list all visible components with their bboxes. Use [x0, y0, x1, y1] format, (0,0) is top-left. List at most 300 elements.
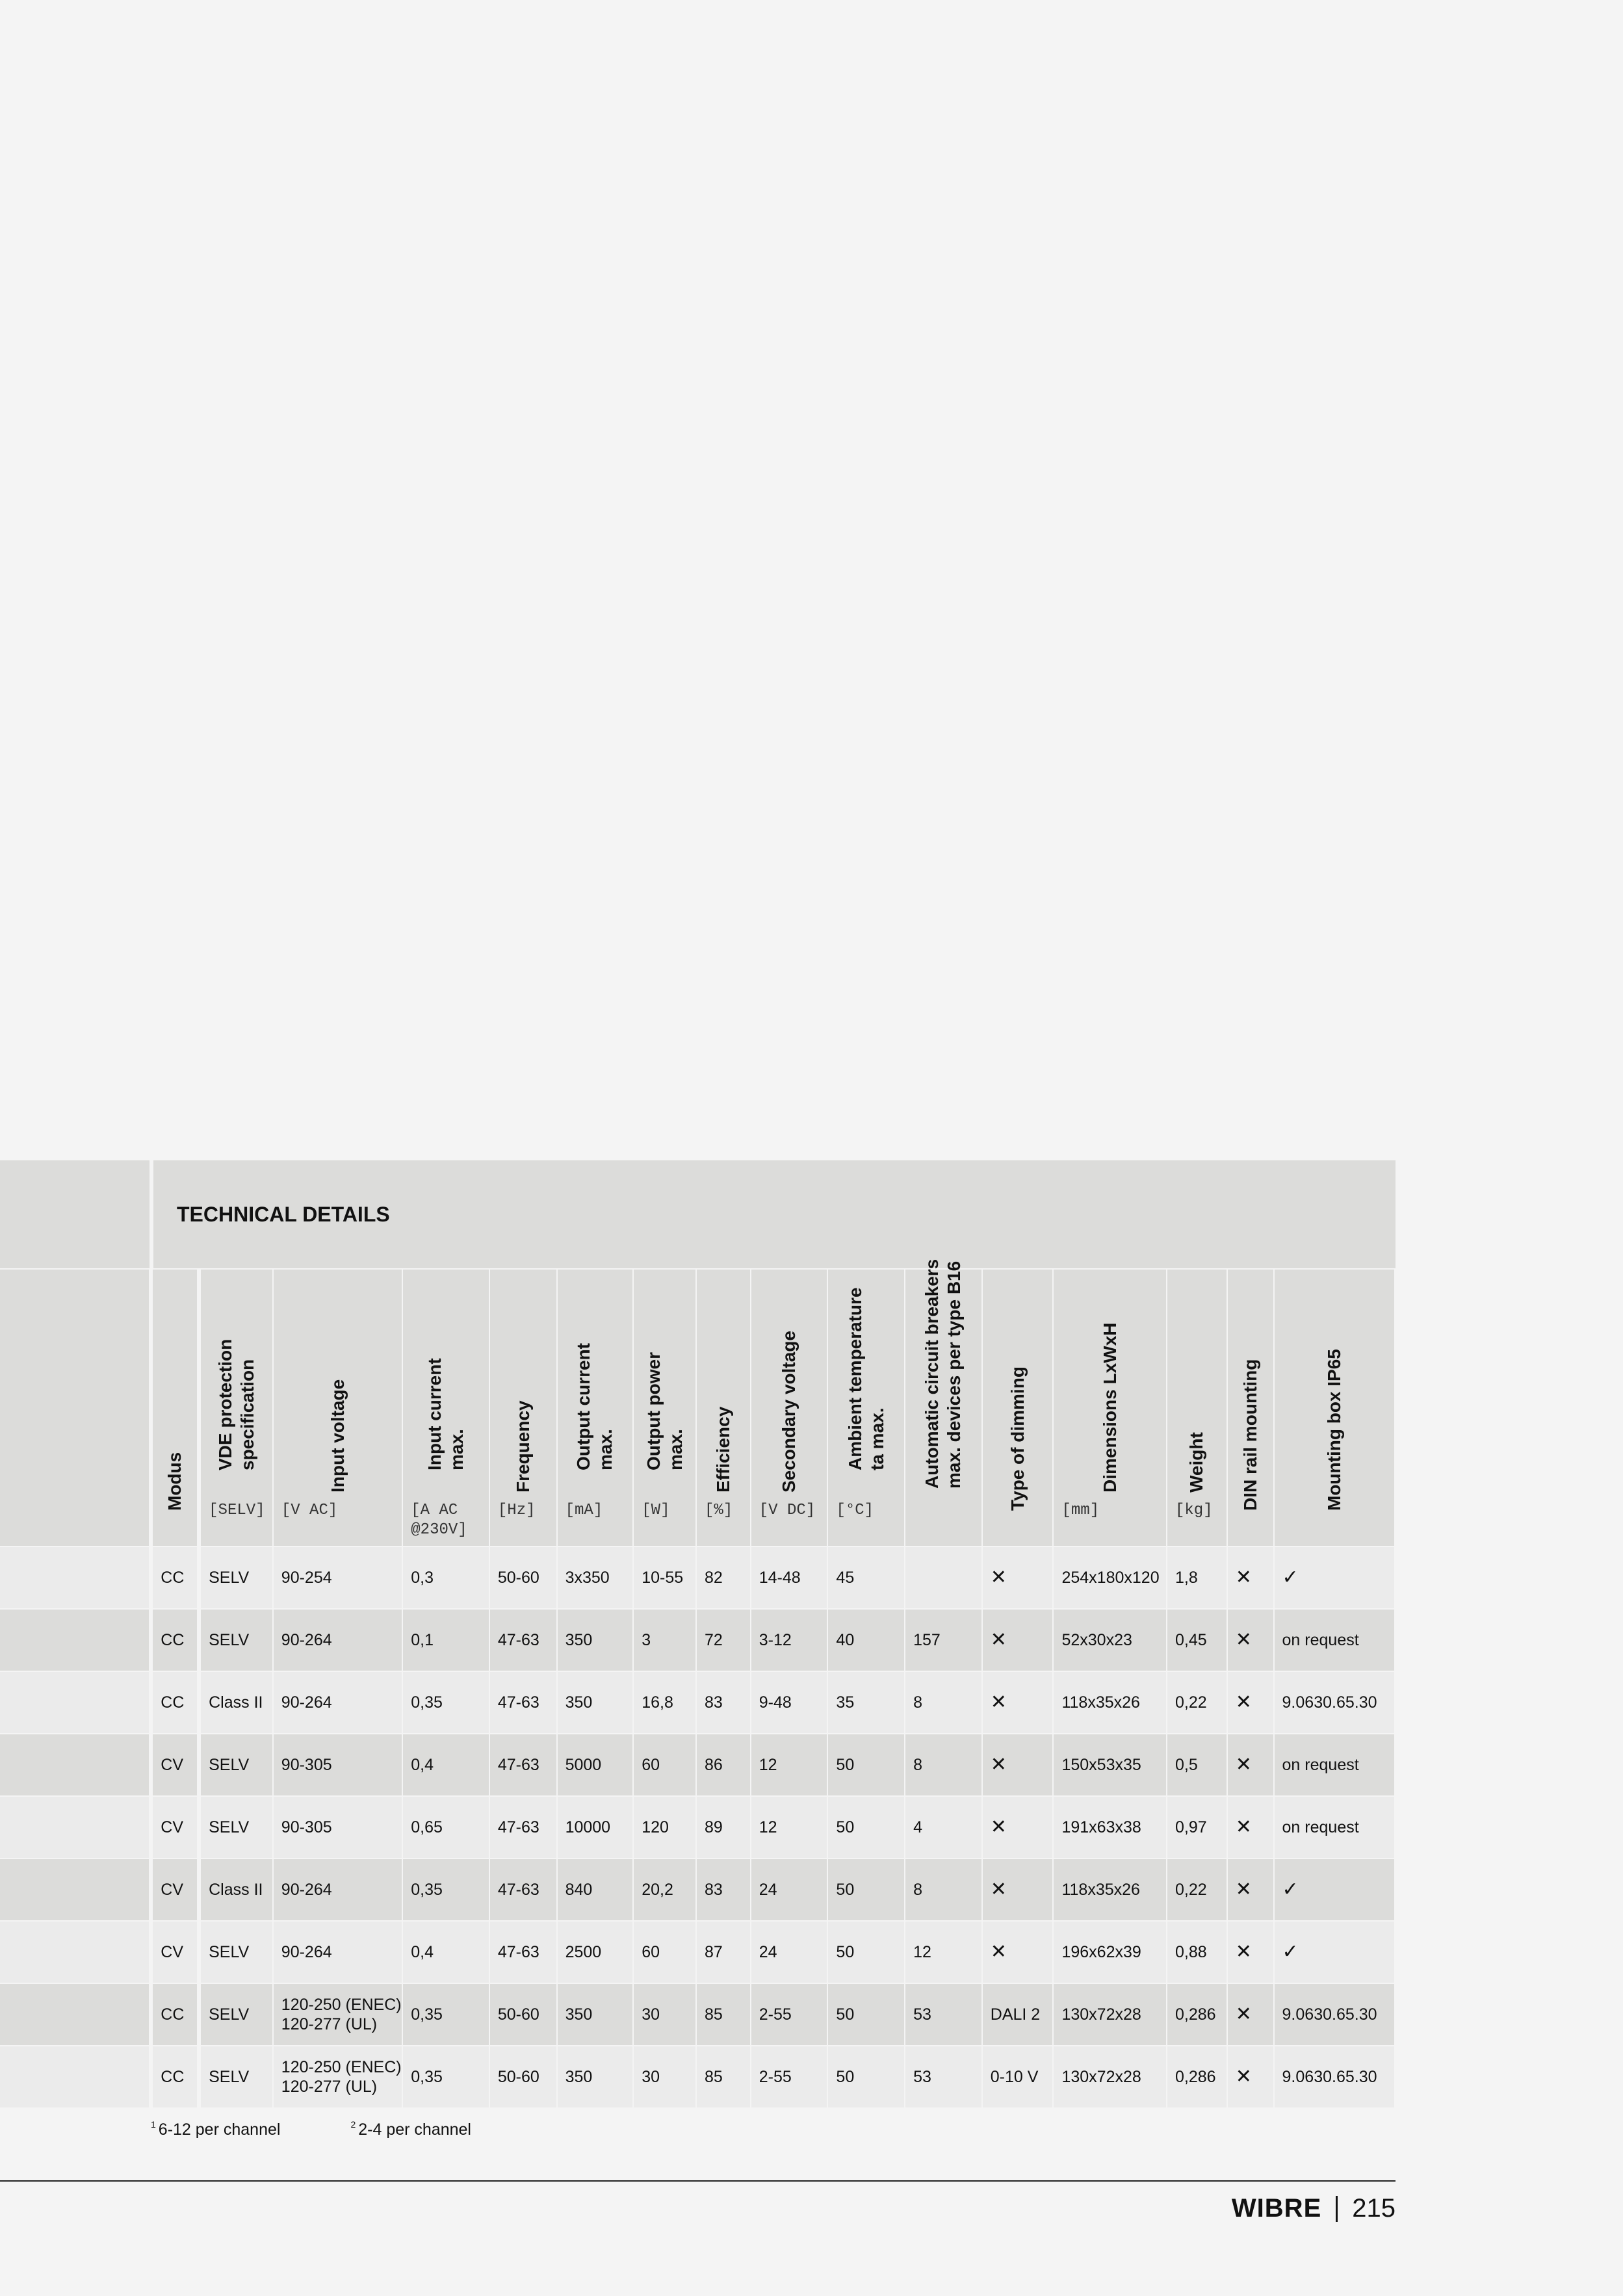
- cell-value: 47-63: [497, 1756, 539, 1774]
- table-cell: [905, 1547, 983, 1608]
- table-cell: [558, 1797, 634, 1858]
- cell-value: 0,35: [411, 2068, 443, 2086]
- footnote-1: $^1$ 6-12 per channel: [151, 2119, 281, 2139]
- table-cell: [403, 1922, 490, 1983]
- table-cell: [751, 2046, 829, 2107]
- row-spacer: [0, 1984, 153, 2045]
- cell-value: 2-55: [759, 2005, 792, 2024]
- table-cell: [201, 1922, 274, 1983]
- cell-value: 130x72x28: [1061, 2068, 1141, 2086]
- table-cell: [201, 1672, 274, 1733]
- table-cell: [1228, 1859, 1275, 1920]
- header-row: [0, 1259, 1396, 1546]
- table-row: [0, 1546, 1396, 1608]
- table-cell: [905, 1734, 983, 1795]
- cell-value: 50: [836, 2068, 855, 2086]
- table-cell: [403, 2046, 490, 2107]
- cross-icon: ✕: [990, 1567, 1007, 1588]
- row-spacer: [0, 1734, 153, 1795]
- cell-value: 86: [704, 1756, 723, 1774]
- table-cell: [751, 1797, 829, 1858]
- table-cell: [1054, 1922, 1167, 1983]
- table-cell: [1167, 1922, 1228, 1983]
- cell-value: CV: [161, 1818, 184, 1836]
- column-header: [983, 1270, 1054, 1546]
- cell-value: 0,4: [411, 1943, 434, 1961]
- column-header-label: Output current max.: [573, 1343, 616, 1470]
- cell-value: 20,2: [642, 1881, 673, 1899]
- table-cell: [983, 1922, 1054, 1983]
- table-cell: [983, 1797, 1054, 1858]
- cell-value: 50: [836, 2005, 855, 2024]
- cell-value: 82: [704, 1569, 723, 1587]
- footnotes: [151, 2120, 471, 2139]
- table-cell: [828, 1922, 905, 1983]
- table-cell: [1228, 1672, 1275, 1733]
- cell-value: 0,45: [1175, 1631, 1207, 1649]
- table-cell: [1054, 1859, 1167, 1920]
- table-row: [0, 1920, 1396, 1983]
- cell-value: 150x53x35: [1061, 1756, 1141, 1774]
- cell-value: 0,35: [411, 2005, 443, 2024]
- row-spacer: [0, 1922, 153, 1983]
- table-cell: [1054, 2046, 1167, 2107]
- column-header: [201, 1270, 274, 1546]
- cell-value: 118x35x26: [1061, 1693, 1140, 1712]
- table-cell: [1275, 1610, 1396, 1671]
- table-cell: [1275, 1797, 1396, 1858]
- cell-value: 2500: [565, 1943, 602, 1961]
- table-cell: [1054, 1797, 1167, 1858]
- table-cell: [490, 1984, 558, 2045]
- cell-value: 0,286: [1175, 2068, 1216, 2086]
- row-spacer: [0, 1547, 153, 1608]
- cell-value: 60: [642, 1756, 660, 1774]
- table-cell: [634, 1859, 697, 1920]
- table-cell: [153, 1984, 201, 2045]
- cell-value: SELV: [209, 1756, 250, 1774]
- cell-value: 9-48: [759, 1693, 792, 1712]
- cell-value: on request: [1282, 1631, 1359, 1649]
- cell-value: Class II: [209, 1693, 263, 1712]
- cell-value: 3x350: [565, 1569, 610, 1587]
- table-cell: [634, 1797, 697, 1858]
- table-cell: [153, 1922, 201, 1983]
- cell-value: 0,5: [1175, 1756, 1198, 1774]
- table-row: [0, 2045, 1396, 2107]
- table-cell: [201, 1984, 274, 2045]
- table-cell: [751, 1672, 829, 1733]
- cell-value: 90-264: [281, 1943, 332, 1961]
- cell-value: CV: [161, 1943, 184, 1961]
- table-cell: [490, 1734, 558, 1795]
- table-cell: [1167, 1734, 1228, 1795]
- table-cell: [1167, 1859, 1228, 1920]
- table-cell: [697, 1922, 751, 1983]
- cell-value: 1,8: [1175, 1569, 1198, 1587]
- cell-value: 90-264: [281, 1881, 332, 1899]
- table-cell: [274, 1859, 403, 1920]
- table-cell: [905, 1610, 983, 1671]
- table-cell: [274, 1734, 403, 1795]
- cell-value: 52x30x23: [1061, 1631, 1132, 1649]
- table-cell: [1167, 2046, 1228, 2107]
- table-cell: [558, 2046, 634, 2107]
- table-cell: [634, 1672, 697, 1733]
- table-cell: [751, 1984, 829, 2045]
- cell-value: 3-12: [759, 1631, 792, 1649]
- footer-rule: [0, 2180, 1396, 2182]
- table-cell: [905, 1797, 983, 1858]
- cell-value: CV: [161, 1881, 184, 1899]
- cell-value: 8: [913, 1756, 922, 1774]
- table-row: [0, 1795, 1396, 1858]
- section-title: TECHNICAL DETAILS: [177, 1202, 390, 1226]
- check-icon: ✓: [1282, 1941, 1299, 1963]
- cell-value: 83: [704, 1881, 723, 1899]
- table-cell: [905, 1984, 983, 2045]
- cell-value: 0,65: [411, 1818, 443, 1836]
- column-header-label: Input current max.: [424, 1358, 467, 1470]
- table-cell: [403, 1984, 490, 2045]
- column-header-label: Output power max.: [643, 1352, 686, 1470]
- cell-value: 90-305: [281, 1818, 332, 1836]
- cell-value: Class II: [209, 1881, 263, 1899]
- table-cell: [403, 1797, 490, 1858]
- cell-value: 0,286: [1175, 2005, 1216, 2024]
- table-cell: [1228, 1734, 1275, 1795]
- cell-value: CC: [161, 1569, 185, 1587]
- cell-value: 254x180x120: [1061, 1569, 1160, 1587]
- table-cell: [153, 1610, 201, 1671]
- table-cell: [983, 1547, 1054, 1608]
- cell-value: 47-63: [497, 1693, 539, 1712]
- table-cell: [490, 1859, 558, 1920]
- cell-value: SELV: [209, 1943, 250, 1961]
- cross-icon: ✕: [1235, 1691, 1252, 1713]
- column-header: [153, 1270, 201, 1546]
- column-header-label: Automatic circuit breakers max. devices per type B16: [922, 1259, 965, 1489]
- table-cell: [490, 1547, 558, 1608]
- table-cell: [634, 1547, 697, 1608]
- table-cell: [1054, 1672, 1167, 1733]
- table-cell: [697, 1797, 751, 1858]
- column-header: [558, 1270, 634, 1546]
- column-header-unit: [mA]: [565, 1502, 603, 1519]
- brand-separator: [1336, 2196, 1338, 2222]
- cell-value: 50-60: [497, 2068, 539, 2086]
- table-cell: [634, 2046, 697, 2107]
- column-header-unit: [kg]: [1175, 1502, 1213, 1519]
- cell-value: 90-254: [281, 1569, 332, 1587]
- table-cell: [828, 1610, 905, 1671]
- column-header: [751, 1270, 829, 1546]
- cell-value: 47-63: [497, 1818, 539, 1836]
- cross-icon: ✕: [1235, 1567, 1252, 1588]
- cell-value: DALI 2: [990, 2005, 1041, 2024]
- cell-value: 120-250 (ENEC) 120-277 (UL): [281, 1996, 402, 2033]
- cell-value: 130x72x28: [1061, 2005, 1141, 2024]
- column-header-label: Efficiency: [712, 1406, 733, 1493]
- cell-value: 72: [704, 1631, 723, 1649]
- table-cell: [828, 1797, 905, 1858]
- table-row: [0, 1671, 1396, 1733]
- cell-value: 0,4: [411, 1756, 434, 1774]
- table-cell: [828, 1984, 905, 2045]
- cell-value: 350: [565, 2068, 593, 2086]
- table-cell: [1228, 1922, 1275, 1983]
- cell-value: CC: [161, 2005, 185, 2024]
- cell-value: SELV: [209, 1818, 250, 1836]
- cell-value: 50: [836, 1756, 855, 1774]
- cell-value: 14-48: [759, 1569, 801, 1587]
- column-header-label: Mounting box IP65: [1323, 1349, 1344, 1511]
- cell-value: 350: [565, 2005, 593, 2024]
- column-header-unit: [mm]: [1061, 1502, 1100, 1519]
- table-cell: [403, 1672, 490, 1733]
- table-row: [0, 1733, 1396, 1795]
- column-header-unit: [V AC]: [281, 1502, 338, 1519]
- table-cell: [751, 1610, 829, 1671]
- cell-value: SELV: [209, 2068, 250, 2086]
- cell-value: 10-55: [642, 1569, 684, 1587]
- column-header-label: Ambient temperature ta max.: [844, 1287, 887, 1470]
- cell-value: 8: [913, 1693, 922, 1712]
- cell-value: 0,3: [411, 1569, 434, 1587]
- table-cell: [153, 1672, 201, 1733]
- table-cell: [274, 1984, 403, 2045]
- table-cell: [1228, 2046, 1275, 2107]
- row-spacer: [0, 1672, 153, 1733]
- cell-value: 50: [836, 1943, 855, 1961]
- cell-value: 35: [836, 1693, 855, 1712]
- cell-value: 0,35: [411, 1881, 443, 1899]
- row-spacer: [0, 1859, 153, 1920]
- table-cell: [983, 1610, 1054, 1671]
- column-header-unit: [V DC]: [759, 1502, 816, 1519]
- table-cell: [1275, 1922, 1396, 1983]
- cell-value: 60: [642, 1943, 660, 1961]
- table-cell: [490, 1610, 558, 1671]
- cell-value: 53: [913, 2005, 931, 2024]
- table-cell: [1228, 1610, 1275, 1671]
- cell-value: CC: [161, 1693, 185, 1712]
- table-cell: [153, 1859, 201, 1920]
- table-cell: [1275, 1672, 1396, 1733]
- cell-value: 47-63: [497, 1631, 539, 1649]
- table-cell: [697, 2046, 751, 2107]
- title-band-spacer: [0, 1160, 153, 1268]
- page-number: 215: [1352, 2194, 1396, 2223]
- cell-value: 157: [913, 1631, 941, 1649]
- header-spacer: [0, 1270, 153, 1546]
- cell-value: 53: [913, 2068, 931, 2086]
- column-header: [1054, 1270, 1167, 1546]
- table-cell: [905, 1922, 983, 1983]
- table-cell: [905, 2046, 983, 2107]
- column-header-label: Weight: [1186, 1432, 1207, 1493]
- cell-value: 0,35: [411, 1693, 443, 1712]
- section-title-cell: [153, 1160, 1396, 1268]
- cell-value: 47-63: [497, 1943, 539, 1961]
- cell-value: 120: [642, 1818, 669, 1836]
- table-cell: [634, 1734, 697, 1795]
- cell-value: 350: [565, 1631, 593, 1649]
- table-cell: [274, 1922, 403, 1983]
- cell-value: SELV: [209, 2005, 250, 2024]
- table-cell: [153, 1547, 201, 1608]
- cell-value: 2-55: [759, 2068, 792, 2086]
- cell-value: 9.0630.65.30: [1282, 1693, 1377, 1712]
- table-cell: [403, 1547, 490, 1608]
- table-cell: [697, 1672, 751, 1733]
- table-cell: [828, 1859, 905, 1920]
- table-cell: [1228, 1797, 1275, 1858]
- column-header-unit: [SELV]: [209, 1502, 265, 1519]
- table-cell: [153, 1797, 201, 1858]
- table-cell: [697, 1610, 751, 1671]
- table-cell: [1228, 1984, 1275, 2045]
- cross-icon: ✕: [1235, 1816, 1252, 1838]
- cell-value: 0,97: [1175, 1818, 1207, 1836]
- table-cell: [558, 1672, 634, 1733]
- cell-value: CC: [161, 1631, 185, 1649]
- cross-icon: ✕: [1235, 2066, 1252, 2087]
- table-cell: [403, 1859, 490, 1920]
- table-cell: [274, 1547, 403, 1608]
- table-cell: [403, 1610, 490, 1671]
- table-cell: [558, 1547, 634, 1608]
- table-cell: [201, 1610, 274, 1671]
- table-cell: [153, 1734, 201, 1795]
- table-cell: [751, 1547, 829, 1608]
- check-icon: ✓: [1282, 1879, 1299, 1900]
- cell-value: 0-10 V: [990, 2068, 1039, 2086]
- table-cell: [153, 2046, 201, 2107]
- column-header: [1167, 1270, 1228, 1546]
- cell-value: 90-264: [281, 1693, 332, 1712]
- cell-value: 87: [704, 1943, 723, 1961]
- column-header-label: Frequency: [512, 1400, 533, 1493]
- table-cell: [558, 1922, 634, 1983]
- cell-value: 12: [913, 1943, 931, 1961]
- cell-value: 50-60: [497, 1569, 539, 1587]
- column-header-unit: [W]: [642, 1502, 670, 1519]
- cell-value: 47-63: [497, 1881, 539, 1899]
- table-cell: [490, 1672, 558, 1733]
- column-header: [828, 1270, 905, 1546]
- cell-value: 24: [759, 1943, 777, 1961]
- cell-value: 9.0630.65.30: [1282, 2005, 1377, 2024]
- table-cell: [1228, 1547, 1275, 1608]
- table-cell: [490, 1797, 558, 1858]
- cell-value: 85: [704, 2068, 723, 2086]
- row-spacer: [0, 1610, 153, 1671]
- cell-value: SELV: [209, 1569, 250, 1587]
- column-header-unit: [A AC @230V]: [411, 1502, 467, 1539]
- cell-value: 196x62x39: [1061, 1943, 1141, 1961]
- cell-value: 5000: [565, 1756, 602, 1774]
- table-cell: [983, 2046, 1054, 2107]
- table-cell: [201, 2046, 274, 2107]
- table-cell: [1167, 1672, 1228, 1733]
- technical-details-table: [0, 1160, 1396, 2107]
- cell-value: 12: [759, 1756, 777, 1774]
- table-cell: [634, 1984, 697, 2045]
- column-header: [634, 1270, 697, 1546]
- table-cell: [1167, 1797, 1228, 1858]
- cell-value: 4: [913, 1818, 922, 1836]
- cross-icon: ✕: [1235, 1941, 1252, 1963]
- footnote-2: $^2$ 2-4 per channel: [350, 2119, 471, 2139]
- cell-value: 50: [836, 1818, 855, 1836]
- column-header-label: Secondary voltage: [779, 1331, 799, 1493]
- cross-icon: ✕: [990, 1691, 1007, 1713]
- table-cell: [1054, 1984, 1167, 2045]
- column-header-unit: [°C]: [836, 1502, 874, 1519]
- table-row: [0, 1858, 1396, 1920]
- table-cell: [828, 2046, 905, 2107]
- table-cell: [983, 1984, 1054, 2045]
- table-cell: [490, 2046, 558, 2107]
- cell-value: 30: [642, 2068, 660, 2086]
- table-cell: [751, 1734, 829, 1795]
- table-row: [0, 1608, 1396, 1671]
- footer-brand: [1232, 2194, 1396, 2223]
- cell-value: 89: [704, 1818, 723, 1836]
- table-body: [0, 1546, 1396, 2107]
- table-cell: [634, 1922, 697, 1983]
- column-header: [697, 1270, 751, 1546]
- column-header: [1228, 1270, 1275, 1546]
- column-header: [403, 1270, 490, 1546]
- cell-value: 120-250 (ENEC) 120-277 (UL): [281, 2058, 402, 2096]
- brand-logo: WIBRE: [1231, 2194, 1322, 2223]
- table-cell: [274, 1672, 403, 1733]
- cell-value: 118x35x26: [1061, 1881, 1140, 1899]
- cross-icon: ✕: [990, 1754, 1007, 1775]
- cell-value: CC: [161, 2068, 185, 2086]
- table-cell: [1167, 1610, 1228, 1671]
- cross-icon: ✕: [990, 1816, 1007, 1838]
- table-cell: [905, 1672, 983, 1733]
- table-cell: [1167, 1984, 1228, 2045]
- cross-icon: ✕: [1235, 1754, 1252, 1775]
- table-cell: [201, 1859, 274, 1920]
- column-header-label: VDE protection specification: [215, 1338, 257, 1470]
- title-band: [0, 1160, 1396, 1268]
- table-cell: [983, 1734, 1054, 1795]
- table-cell: [983, 1859, 1054, 1920]
- table-cell: [1275, 1984, 1396, 2045]
- table-cell: [697, 1547, 751, 1608]
- table-cell: [905, 1859, 983, 1920]
- cell-value: 3: [642, 1631, 651, 1649]
- column-header: [490, 1270, 558, 1546]
- cell-value: 12: [759, 1818, 777, 1836]
- table-cell: [558, 1859, 634, 1920]
- table-cell: [828, 1734, 905, 1795]
- cell-value: 50-60: [497, 2005, 539, 2024]
- table-cell: [828, 1547, 905, 1608]
- cross-icon: ✕: [990, 1941, 1007, 1963]
- table-cell: [1275, 1547, 1396, 1608]
- cell-value: 10000: [565, 1818, 611, 1836]
- table-cell: [274, 1797, 403, 1858]
- column-header-label: Dimensions LxWxH: [1099, 1322, 1120, 1493]
- column-header-label: Modus: [164, 1452, 185, 1511]
- table-cell: [1054, 1734, 1167, 1795]
